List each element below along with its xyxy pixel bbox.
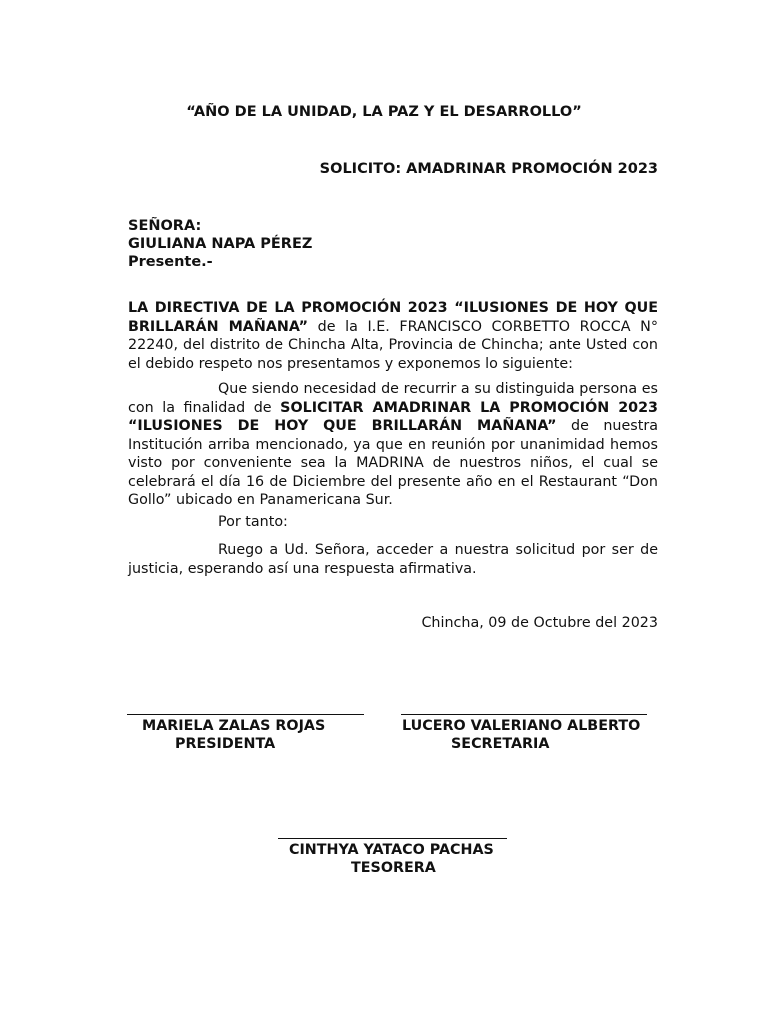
addressee-salutation: SEÑORA: xyxy=(128,218,202,234)
signature-line-presidenta xyxy=(127,714,364,715)
document-motto: “AÑO DE LA UNIDAD, LA PAZ Y EL DESARROLLO” xyxy=(186,104,582,120)
body-text-part2: de nuestra Institución arriba mencionado, ya que en reunión por unanimidad hemos visto por conveniente sea la MADRINA de nuestros niños, el cual se celebrará el día 16 de Diciembre del presente año en el Restaurant “Don Gollo” ubicado en Panamericana Sur. xyxy=(128,418,658,508)
document-date: Chincha, 09 de Octubre del 2023 xyxy=(421,615,658,631)
signature-role-secretaria: SECRETARIA xyxy=(451,736,550,752)
body-paragraph xyxy=(128,380,658,510)
body-bold-text: SOLICITAR AMADRINAR LA PROMOCIÓN 2023 “ILUSIONES DE HOY QUE BRILLARÁN MAÑANA” xyxy=(128,399,658,434)
signature-name-tesorera: CINTHYA YATACO PACHAS xyxy=(289,842,494,858)
signature-role-tesorera: TESORERA xyxy=(351,860,436,876)
intro-bold-text: LA DIRECTIVA DE LA PROMOCIÓN 2023 “ILUSIONES DE HOY QUE BRILLARÁN MAÑANA” xyxy=(128,300,658,335)
body-text-part1: Que siendo necesidad de recurrir a su distinguida persona es con la finalidad de xyxy=(128,381,658,416)
addressee-name: GIULIANA NAPA PÉREZ xyxy=(128,236,313,252)
intro-paragraph xyxy=(128,299,658,373)
signature-line-tesorera xyxy=(278,838,507,839)
signature-line-secretaria xyxy=(401,714,647,715)
signature-name-secretaria: LUCERO VALERIANO ALBERTO xyxy=(402,718,641,734)
closing-paragraph: Ruego a Ud. Señora, acceder a nuestra solicitud por ser de justicia, esperando así una respuesta afirmativa. xyxy=(128,542,658,577)
signature-role-presidenta: PRESIDENTA xyxy=(175,736,276,752)
document-subject: SOLICITO: AMADRINAR PROMOCIÓN 2023 xyxy=(319,161,658,177)
intro-text: de la I.E. FRANCISCO CORBETTO ROCCA N° 22240, del distrito de Chincha Alta, Provincia de Chincha; ante Usted con el debido respeto nos presentamos y exponemos lo siguiente: xyxy=(128,318,659,372)
addressee-presente: Presente.- xyxy=(128,254,213,270)
signature-name-presidenta: MARIELA ZALAS ROJAS xyxy=(142,718,326,734)
por-tanto-text: Por tanto: xyxy=(218,514,288,530)
